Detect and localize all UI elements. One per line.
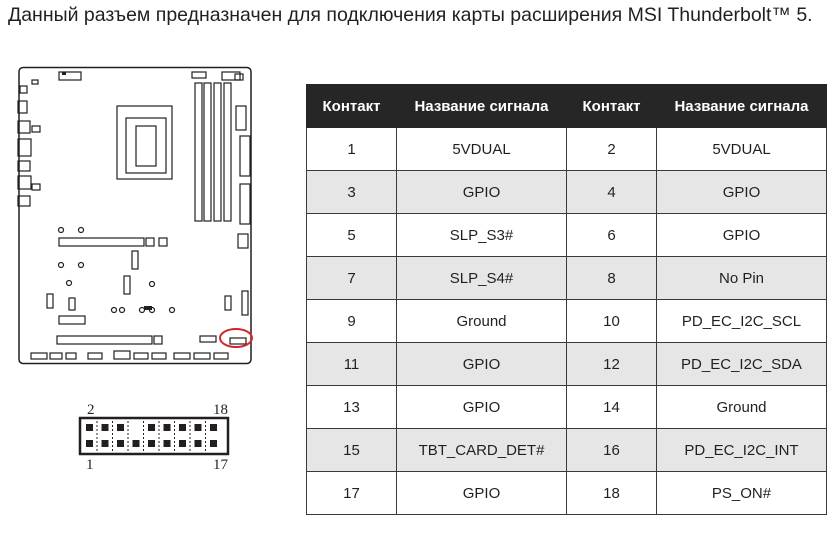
header-pin xyxy=(164,440,171,447)
pin-number: 5 xyxy=(307,214,397,257)
header-pin xyxy=(86,424,93,431)
table-row xyxy=(307,386,827,429)
table-row xyxy=(307,472,827,515)
header-pin xyxy=(148,440,155,447)
pin-number: 15 xyxy=(307,429,397,472)
header-pin xyxy=(117,440,124,447)
signal-name: Ground xyxy=(657,386,827,429)
header-pin xyxy=(210,424,217,431)
table-row xyxy=(307,214,827,257)
table-row xyxy=(307,429,827,472)
header-pin xyxy=(86,440,93,447)
header-signal-1: Название сигнала xyxy=(397,85,567,128)
header-pin-1: Контакт xyxy=(307,85,397,128)
intro-text: Данный разъем предназначен для подключения карты расширения MSI Thunderbolt™ 5. xyxy=(8,4,813,26)
signal-name: PD_EC_I2C_SDA xyxy=(657,343,827,386)
motherboard-diagram xyxy=(14,66,254,368)
header-pin xyxy=(179,424,186,431)
signal-name: 5VDUAL xyxy=(397,128,567,171)
pin-label-17: 17 xyxy=(213,457,228,473)
header-pin xyxy=(164,424,171,431)
signal-name: PD_EC_I2C_INT xyxy=(657,429,827,472)
table-header-row xyxy=(307,85,827,128)
header-pin xyxy=(210,440,217,447)
header-pin xyxy=(195,424,202,431)
pin-number: 6 xyxy=(567,214,657,257)
table-row xyxy=(307,128,827,171)
table-row xyxy=(307,257,827,300)
signal-name: SLP_S4# xyxy=(397,257,567,300)
pin-signal-table xyxy=(306,84,827,515)
header-pin xyxy=(102,440,109,447)
pin-label-1: 1 xyxy=(86,457,94,473)
signal-name: TBT_CARD_DET# xyxy=(397,429,567,472)
pin-number: 1 xyxy=(307,128,397,171)
header-signal-2: Название сигнала xyxy=(657,85,827,128)
signal-name: GPIO xyxy=(397,171,567,214)
header-pin xyxy=(195,440,202,447)
signal-name: PS_ON# xyxy=(657,472,827,515)
pin-number: 7 xyxy=(307,257,397,300)
header-pin xyxy=(133,440,140,447)
table-row xyxy=(307,300,827,343)
header-pin xyxy=(102,424,109,431)
pin-number: 16 xyxy=(567,429,657,472)
signal-name: GPIO xyxy=(657,214,827,257)
pin-number: 11 xyxy=(307,343,397,386)
header-pin xyxy=(117,424,124,431)
signal-name: SLP_S3# xyxy=(397,214,567,257)
signal-name: GPIO xyxy=(397,386,567,429)
table-row xyxy=(307,343,827,386)
signal-name: GPIO xyxy=(657,171,827,214)
pin-number: 13 xyxy=(307,386,397,429)
signal-name: GPIO xyxy=(397,343,567,386)
signal-name: Ground xyxy=(397,300,567,343)
pin-number: 17 xyxy=(307,472,397,515)
signal-name: No Pin xyxy=(657,257,827,300)
header-pin xyxy=(148,424,155,431)
signal-name: PD_EC_I2C_SCL xyxy=(657,300,827,343)
pin-number: 3 xyxy=(307,171,397,214)
pin-number: 18 xyxy=(567,472,657,515)
pin-number: 4 xyxy=(567,171,657,214)
header-pin-2: Контакт xyxy=(567,85,657,128)
pin-label-2: 2 xyxy=(87,402,95,418)
pin-number: 14 xyxy=(567,386,657,429)
signal-name: GPIO xyxy=(397,472,567,515)
pin-header-icon xyxy=(76,398,234,458)
pin-number: 2 xyxy=(567,128,657,171)
table-row xyxy=(307,171,827,214)
pin-label-18: 18 xyxy=(213,402,228,418)
pin-number: 12 xyxy=(567,343,657,386)
pin-number: 9 xyxy=(307,300,397,343)
pin-number: 8 xyxy=(567,257,657,300)
signal-name: 5VDUAL xyxy=(657,128,827,171)
pin-number: 10 xyxy=(567,300,657,343)
header-pin xyxy=(179,440,186,447)
